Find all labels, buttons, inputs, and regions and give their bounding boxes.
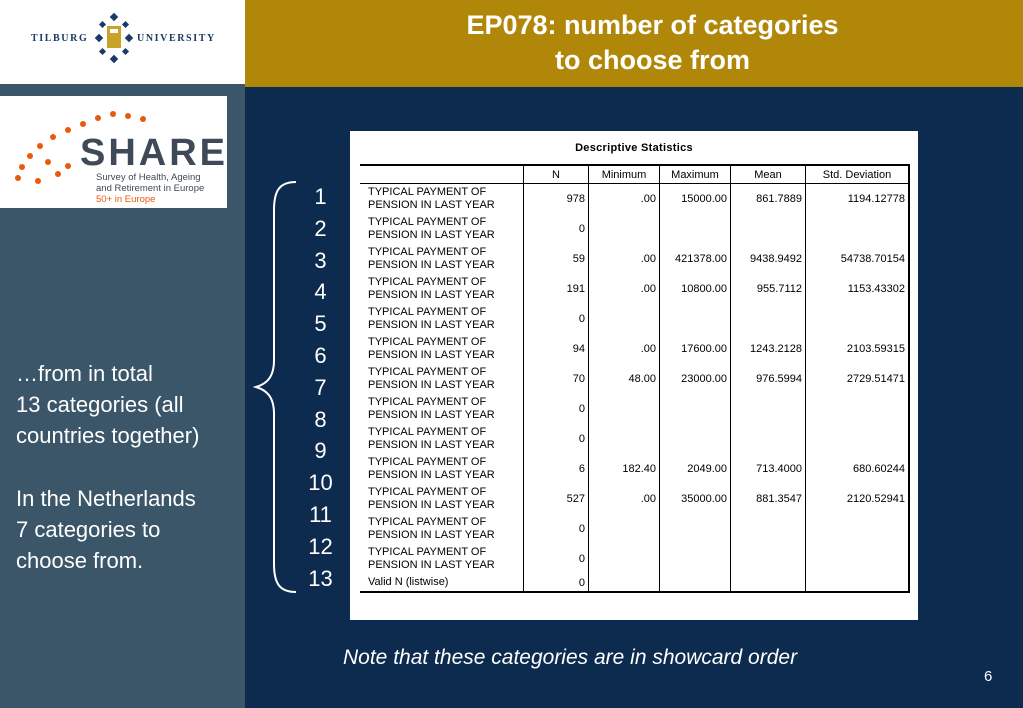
row-label (360, 334, 524, 364)
row-label (360, 214, 524, 244)
cell-mean (731, 304, 806, 334)
tilburg-logo-box (0, 0, 245, 84)
left-text-total (16, 358, 199, 451)
cell-maximum (660, 304, 731, 334)
cell-minimum (589, 214, 660, 244)
row-label (360, 244, 524, 274)
cell-maximum: 10800.00 (660, 274, 731, 304)
column-header-minimum: Minimum (589, 165, 660, 184)
table-row (360, 304, 909, 334)
cell-std-deviation: 1194.12778 (806, 184, 910, 215)
cell-empty (660, 574, 731, 592)
row-label-line-2: PENSION IN LAST YEAR (368, 409, 495, 421)
category-number: 9 (314, 438, 327, 464)
table-row (360, 394, 909, 424)
row-label-line-1: TYPICAL PAYMENT OF (368, 336, 487, 348)
cell-n: 59 (524, 244, 589, 274)
cell-std-deviation (806, 544, 910, 574)
row-label-line-1: TYPICAL PAYMENT OF (368, 216, 487, 228)
table-body (360, 184, 909, 593)
left-text-line: …from in total (16, 361, 153, 386)
page-number: 6 (984, 668, 993, 685)
cell-maximum: 2049.00 (660, 454, 731, 484)
share-tagline: 50+ in Europe (96, 194, 156, 205)
column-header-n: N (524, 165, 589, 184)
row-label-line-2: PENSION IN LAST YEAR (368, 229, 495, 241)
cell-empty (731, 574, 806, 592)
row-label-line-2: PENSION IN LAST YEAR (368, 199, 495, 211)
row-label-line-1: TYPICAL PAYMENT OF (368, 546, 487, 558)
share-sub-line-1: Survey of Health, Ageing (96, 172, 201, 183)
stats-table (360, 164, 910, 593)
cell-minimum: .00 (589, 244, 660, 274)
cell-n: 0 (524, 544, 589, 574)
row-label-line-2: PENSION IN LAST YEAR (368, 379, 495, 391)
category-number: 6 (314, 342, 327, 368)
cell-maximum: 23000.00 (660, 364, 731, 394)
cell-maximum (660, 394, 731, 424)
row-label-line-1: TYPICAL PAYMENT OF (368, 186, 487, 198)
row-label (360, 424, 524, 454)
row-label-line-2: PENSION IN LAST YEAR (368, 319, 495, 331)
cell-n: 0 (524, 514, 589, 544)
cell-std-deviation: 2729.51471 (806, 364, 910, 394)
table-row (360, 184, 909, 215)
category-number: 8 (314, 406, 327, 432)
title-line-1: EP078: number of categories (466, 10, 839, 40)
tilburg-university-logo (25, 12, 215, 68)
table-row (360, 514, 909, 544)
cell-std-deviation (806, 514, 910, 544)
title-line-2: to choose from (554, 45, 750, 75)
row-label-line-2: PENSION IN LAST YEAR (368, 349, 495, 361)
cell-mean (731, 544, 806, 574)
cell-mean (731, 424, 806, 454)
share-sub-line-2: and Retirement in Europe (96, 183, 205, 194)
row-label-line-2: PENSION IN LAST YEAR (368, 559, 495, 571)
cell-std-deviation: 54738.70154 (806, 244, 910, 274)
cell-valid-n: 0 (524, 574, 589, 592)
category-number-list (298, 183, 343, 596)
footnote: Note that these categories are in showcard order (343, 646, 798, 669)
cell-mean: 881.3547 (731, 484, 806, 514)
category-number: 5 (314, 311, 327, 337)
left-text-line: choose from. (16, 548, 144, 573)
table-row (360, 544, 909, 574)
column-header-mean: Mean (731, 165, 806, 184)
cell-n: 527 (524, 484, 589, 514)
category-number: 11 (309, 501, 332, 527)
row-label-line-1: TYPICAL PAYMENT OF (368, 516, 487, 528)
cell-n: 6 (524, 454, 589, 484)
category-number: 10 (308, 470, 333, 496)
row-label (360, 484, 524, 514)
cell-mean: 861.7889 (731, 184, 806, 215)
table-row (360, 334, 909, 364)
column-header-label (360, 165, 524, 184)
table-row-valid-n (360, 574, 909, 592)
cell-minimum (589, 514, 660, 544)
cell-maximum: 35000.00 (660, 484, 731, 514)
cell-n: 0 (524, 304, 589, 334)
cell-minimum: .00 (589, 484, 660, 514)
cell-n: 191 (524, 274, 589, 304)
row-label-valid-n: Valid N (listwise) (360, 574, 524, 592)
row-label-line-1: TYPICAL PAYMENT OF (368, 306, 487, 318)
row-label-line-2: PENSION IN LAST YEAR (368, 259, 495, 271)
row-label-line-2: PENSION IN LAST YEAR (368, 289, 495, 301)
cell-maximum (660, 514, 731, 544)
cell-mean: 9438.9492 (731, 244, 806, 274)
row-label (360, 514, 524, 544)
left-text-line: countries together) (16, 423, 200, 448)
category-number: 4 (314, 279, 327, 305)
cell-mean (731, 214, 806, 244)
left-text-line: In the Netherlands (16, 486, 196, 511)
cell-mean (731, 514, 806, 544)
row-label-line-2: PENSION IN LAST YEAR (368, 469, 495, 481)
table-row (360, 484, 909, 514)
tilburg-emblem-icon (93, 12, 135, 64)
row-label-line-1: TYPICAL PAYMENT OF (368, 396, 487, 408)
row-label (360, 304, 524, 334)
row-label (360, 454, 524, 484)
cell-minimum (589, 424, 660, 454)
category-number: 12 (308, 533, 333, 559)
cell-n: 0 (524, 394, 589, 424)
category-number: 3 (314, 247, 327, 273)
cell-mean: 1243.2128 (731, 334, 806, 364)
cell-std-deviation (806, 394, 910, 424)
table-row (360, 214, 909, 244)
cell-minimum (589, 544, 660, 574)
table-caption: Descriptive Statistics (575, 142, 693, 154)
cell-maximum: 17600.00 (660, 334, 731, 364)
table-row (360, 244, 909, 274)
cell-minimum: 182.40 (589, 454, 660, 484)
logo-text-left: TILBURG (31, 33, 89, 44)
cell-std-deviation (806, 304, 910, 334)
cell-std-deviation: 2120.52941 (806, 484, 910, 514)
cell-std-deviation: 1153.43302 (806, 274, 910, 304)
cell-std-deviation: 680.60244 (806, 454, 910, 484)
cell-maximum: 15000.00 (660, 184, 731, 215)
cell-minimum: .00 (589, 274, 660, 304)
cell-minimum (589, 394, 660, 424)
row-label-line-2: PENSION IN LAST YEAR (368, 529, 495, 541)
cell-minimum: 48.00 (589, 364, 660, 394)
table-row (360, 424, 909, 454)
category-number: 1 (314, 184, 327, 209)
cell-std-deviation (806, 424, 910, 454)
column-header-std-deviation: Std. Deviation (806, 165, 910, 184)
cell-n: 0 (524, 424, 589, 454)
cell-maximum (660, 214, 731, 244)
row-label-line-1: TYPICAL PAYMENT OF (368, 366, 487, 378)
row-label-line-2: PENSION IN LAST YEAR (368, 499, 495, 511)
slide-title (245, 8, 1023, 78)
table-row (360, 364, 909, 394)
cell-std-deviation (806, 214, 910, 244)
cell-minimum: .00 (589, 184, 660, 215)
category-number: 13 (308, 565, 333, 591)
row-label (360, 544, 524, 574)
table-row (360, 454, 909, 484)
row-label-line-1: TYPICAL PAYMENT OF (368, 276, 487, 288)
row-label (360, 364, 524, 394)
row-label-line-1: TYPICAL PAYMENT OF (368, 426, 487, 438)
cell-mean: 713.4000 (731, 454, 806, 484)
left-text-line: 7 categories to (16, 517, 161, 542)
cell-mean (731, 394, 806, 424)
cell-n: 94 (524, 334, 589, 364)
logo-text-right: UNIVERSITY (137, 33, 216, 44)
cell-empty (589, 574, 660, 592)
cell-n: 0 (524, 214, 589, 244)
column-header-maximum: Maximum (660, 165, 731, 184)
table-header-row (360, 165, 909, 184)
cell-n: 978 (524, 184, 589, 215)
cell-maximum: 421378.00 (660, 244, 731, 274)
row-label (360, 394, 524, 424)
row-label (360, 184, 524, 215)
cell-maximum (660, 424, 731, 454)
category-number: 2 (314, 215, 327, 241)
cell-minimum: .00 (589, 334, 660, 364)
cell-n: 70 (524, 364, 589, 394)
cell-mean: 955.7112 (731, 274, 806, 304)
left-text-netherlands (16, 483, 196, 576)
row-label-line-1: TYPICAL PAYMENT OF (368, 486, 487, 498)
row-label-line-1: TYPICAL PAYMENT OF (368, 456, 487, 468)
left-text-line: 13 categories (all (16, 392, 184, 417)
row-label (360, 274, 524, 304)
cell-minimum (589, 304, 660, 334)
cell-maximum (660, 544, 731, 574)
cell-mean: 976.5994 (731, 364, 806, 394)
category-number: 7 (314, 374, 327, 400)
share-logo-subtitle (96, 172, 204, 205)
descriptive-statistics-table (350, 131, 918, 620)
table-row (360, 274, 909, 304)
curly-brace-icon (252, 180, 298, 594)
row-label-line-2: PENSION IN LAST YEAR (368, 439, 495, 451)
cell-std-deviation: 2103.59315 (806, 334, 910, 364)
cell-empty (806, 574, 910, 592)
share-logo-word: SHARE (80, 132, 229, 174)
row-label-line-1: TYPICAL PAYMENT OF (368, 246, 487, 258)
